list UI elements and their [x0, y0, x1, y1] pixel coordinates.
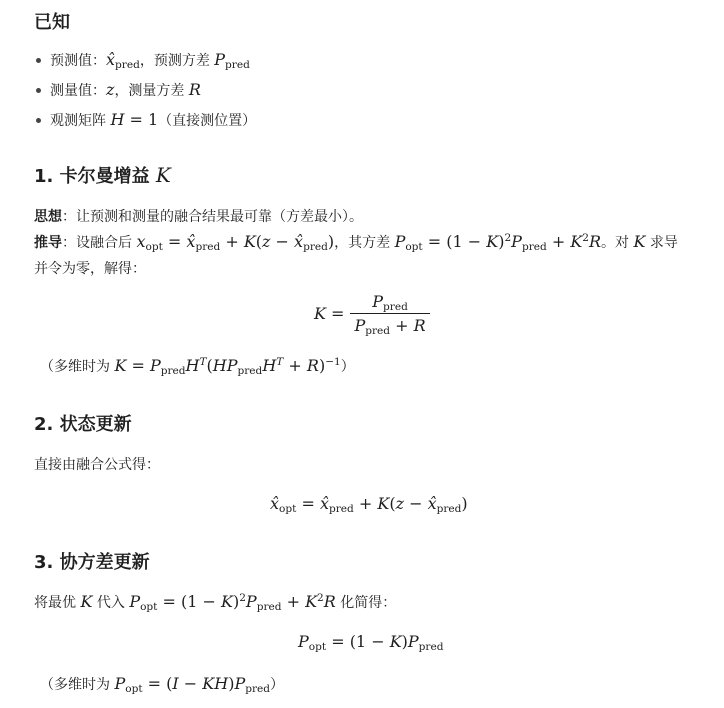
- covariance-multidim: （多维时为 $P_{opt} = (I - KH)P_{pred}$）: [40, 674, 285, 695]
- kalman-gain-multidim: （多维时为 $K = P_{pred}H^T(HP_{pred}H^T + R)^{-1}$）: [40, 356, 355, 377]
- derivation-line: 推导：设融合后 $x_{opt}$ = $x̂_{pred} + K(z$ − $x̂_{pred}$)，其方差 $P_{opt} = (1 - K)^2P_{pred} + K^2R$。对 K 求导: [34, 232, 678, 253]
- covariance-update-formula: $P_{opt} = (1 - K)P_{pred}$: [298, 632, 444, 653]
- section1-heading: 1. 卡尔曼增益 K: [34, 163, 171, 187]
- section3-heading: 3. 协方差更新: [34, 552, 150, 573]
- known-item-observation: 观测矩阵 H = 1（直接测位置）: [50, 110, 257, 129]
- known-item-measurement: 测量值：z，测量方差 R: [50, 80, 201, 99]
- bullet-dot: [36, 88, 41, 93]
- known-item-prediction: 预测值：$x̂_{pred}$，预测方差 $P_{pred}$: [50, 50, 250, 71]
- derivation-continued: 并令为零，解得：: [34, 261, 146, 277]
- known-heading: 已知: [34, 12, 70, 33]
- state-update-formula: $x̂_{opt}$ = $x̂_{pred} + K(z$ − $x̂_{pred}$): [270, 494, 468, 515]
- bullet-dot: [36, 118, 41, 123]
- covariance-update-text: 将最优 K 代入 $P_{opt} = (1 - K)^2P_{pred} + K^2R$ 化简得：: [34, 592, 397, 613]
- idea-line: 思想：让预测和测量的融合结果最可靠（方差最小）。: [34, 209, 363, 225]
- state-update-text: 直接由融合公式得：: [34, 457, 160, 473]
- bullet-dot: [36, 58, 41, 63]
- section2-heading: 2. 状态更新: [34, 414, 132, 435]
- kalman-gain-formula: K = $\frac{P_{pred}}{P_{pred} + R}$: [314, 292, 430, 335]
